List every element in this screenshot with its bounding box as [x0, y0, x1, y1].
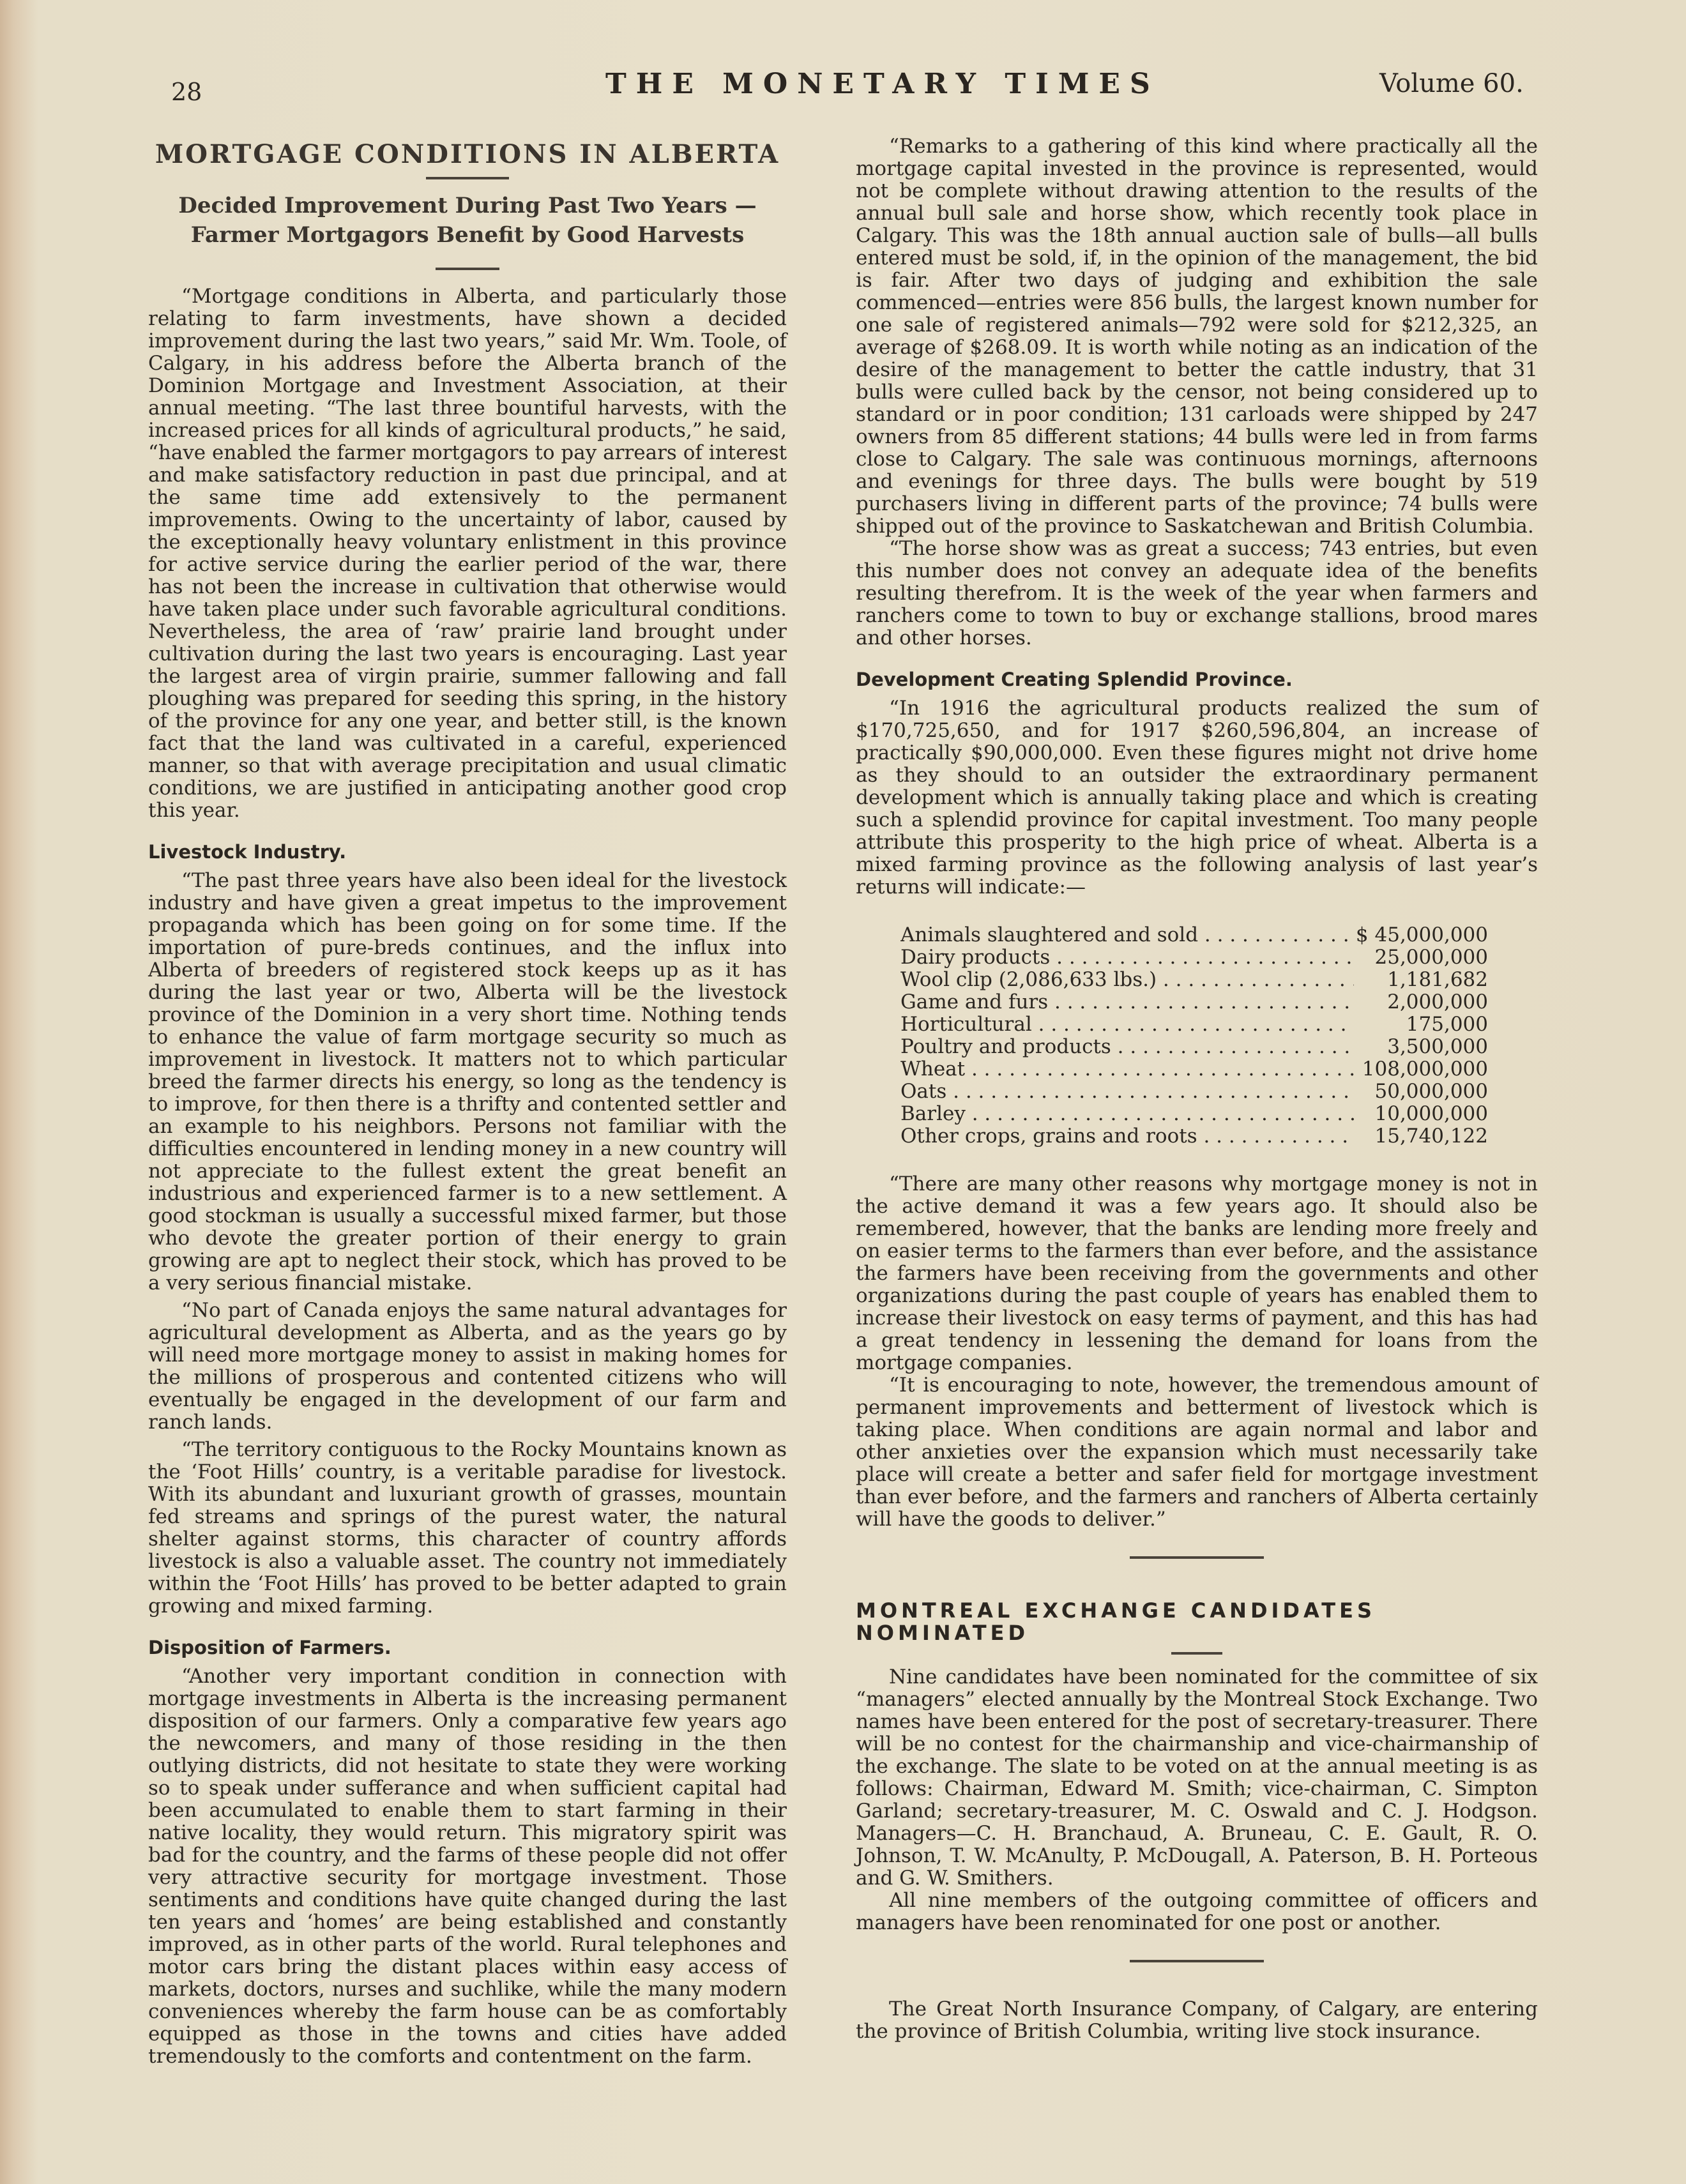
row-label: Oats . . .	[900, 1081, 1354, 1103]
right-column	[856, 135, 1538, 2043]
row-value: 25,000,000	[1374, 946, 1488, 969]
returns-table	[900, 924, 1488, 1148]
paragraph: “No part of Canada enjoys the same natural advantages for agricultural development as Alberta, and as the years go by will need more mortgage money to assist in making homes for the millions of prosperous and contented citizens who will eventually be engaged in the development of our farm and ranch lands.	[148, 1299, 787, 1434]
page-number: 28	[171, 78, 202, 106]
paragraph: Nine candidates have been nominated for the committee of six “managers” elected annually by the Montreal Stock Exchange. Two names have been entered for the post of secretary-treasurer. There will be no contest for the chairmanship and vice-chairmanship of the exchange. The slate to be voted on at the annual meeting is as follows: Chairman, Edward M. Smith; vice-chairman, C. Simpton Garland; secretary-treasurer, M. C. Oswald and C. J. Hodgson. Managers—C. H. Branchaud, A. Bruneau, C. E. Gault, R. O. Johnson, T. W. McAnulty, P. McDougall, A. Paterson, B. H. Porteous and G. W. Smithers.	[856, 1665, 1538, 1890]
table-row	[900, 1081, 1488, 1103]
table-row	[900, 1013, 1488, 1036]
table-row	[900, 1103, 1488, 1125]
article-divider	[1130, 1960, 1264, 1962]
paragraph: “Mortgage conditions in Alberta, and particularly those relating to farm investments, have shown a decided improvement during the last two years,” said Mr. Wm. Toole, of Calgary, in his address before the Alberta branch of the Dominion Mortgage and Investment Association, at their annual meeting. “The last three bountiful harvests, with the increased prices for all kinds of agricultural products,” he said, “have enabled the farmer mortgagors to pay arrears of interest and make satisfactory reduction in past due principal, and at the same time add extensively to the permanent improvements. Owing to the uncertainty of labor, caused by the exceptionally heavy voluntary enlistment in this province for active service during the earlier period of the war, there has not been the increase in cultivation that otherwise would have taken place under such favorable agricultural conditions. Nevertheless, the area of ‘raw’ prairie land brought under cultivation during the last two years is encouraging. Last year the largest area of virgin prairie, summer fallowing and fall ploughing was prepared for seeding this spring, in the history of the province for any one year, and better still, is the known fact that the land was cultivated in a careful, experienced manner, so that with average precipitation and usual climatic conditions, we are justified in anticipating another good crop this year.	[148, 285, 787, 822]
left-column	[148, 135, 787, 2068]
table-row	[900, 969, 1488, 991]
row-value: 10,000,000	[1374, 1102, 1488, 1125]
table-row	[900, 946, 1488, 969]
row-label: Other crops, grains and roots . . .	[900, 1125, 1354, 1148]
row-value: 108,000,000	[1362, 1058, 1488, 1081]
article-divider	[1130, 1556, 1264, 1559]
row-label: Animals slaughtered and sold . . .	[900, 924, 1354, 946]
row-value: 175,000	[1406, 1013, 1488, 1036]
volume-label: Volume 60.	[1379, 69, 1524, 98]
row-value: 2,000,000	[1387, 990, 1488, 1013]
row-value: 50,000,000	[1374, 1080, 1488, 1103]
masthead: THE MONETARY TIMES	[605, 68, 1160, 100]
table-row	[900, 991, 1488, 1013]
row-label: Barley . . .	[900, 1103, 1354, 1125]
article-subtitle: Decided Improvement During Past Two Years — Farmer Mortgagors Benefit by Good Harvests	[178, 193, 757, 248]
row-value: 1,181,682	[1387, 968, 1488, 991]
paragraph: “The horse show was as great a success; 743 entries, but even this number does not convey an adequate idea of the benefits resulting therefrom. It is the week of the year when farmers and ranchers come to town to buy or exchange stallions, brood mares and other horses.	[856, 537, 1538, 649]
title-rule	[1171, 1652, 1222, 1655]
paragraph: “In 1916 the agricultural products realized the sum of $170,725,650, and for 1917 $260,596,804, an increase of practically $90,000,000. Even these figures might not drive home as they should to an outsider the extraordinary permanent development which is annually taking place and which is creating such a splendid province for capital investment. Too many people attribute this prosperity to the high price of wheat. Alberta is a mixed farming province as the following analysis of last year’s returns will indicate:—	[856, 697, 1538, 899]
paragraph: The Great North Insurance Company, of Calgary, are entering the province of British Columbia, writing live stock insurance.	[856, 1998, 1538, 2043]
paragraph: “Remarks to a gathering of this kind where practically all the mortgage capital invested in the province is represented, would not be complete without drawing attention to the results of the annual bull sale and horse show, which recently took place in Calgary. This was the 18th annual auction sale of bulls—all bulls entered must be sold, if, in the opinion of the management, the bid is fair. After two days of judging and exhibition the sale commenced—entries were 856 bulls, the largest known number for one sale of registered animals—792 were sold for $212,325, an average of $268.09. It is worth while noting as an indication of the desire of the management to better the cattle industry, that 31 bulls were culled back by the censor, not being considered up to standard or in poor condition; 131 carloads were shipped by 247 owners from 85 different stations; 44 bulls were led in from farms close to Calgary. The sale was continuous mornings, afternoons and evenings for three days. The bulls were bought by 519 purchasers living in different parts of the province; 74 bulls were shipped out of the province to Saskatchewan and British Columbia.	[856, 135, 1538, 538]
table-row	[900, 1058, 1488, 1081]
paragraph: “It is encouraging to note, however, the tremendous amount of permanent improvements and betterment of livestock which is taking place. When conditions are again normal and labor and other anxieties over the expansion which must necessarily take place will create a better and safer field for mortgage investment than ever before, and the farmers and ranchers of Alberta certainly will have the goods to deliver.”	[856, 1374, 1538, 1531]
table-row	[900, 924, 1488, 946]
section-heading: Livestock Industry.	[148, 841, 347, 863]
table-row	[900, 1125, 1488, 1148]
table-row	[900, 1036, 1488, 1058]
paragraph: All nine members of the outgoing committee of officers and managers have been renominated for one post or another.	[856, 1889, 1538, 1934]
row-value: 15,740,122	[1374, 1125, 1488, 1148]
page-header	[0, 66, 1686, 111]
row-value: $ 45,000,000	[1355, 923, 1488, 946]
row-label: Game and furs . . .	[900, 991, 1354, 1013]
row-label: Poultry and products . . .	[900, 1036, 1354, 1058]
title-rule	[426, 177, 509, 179]
paragraph: “There are many other reasons why mortgage money is not in the active demand it was a few years ago. It should also be remembered, however, that the banks are lending more freely and on easier terms to the farmers than ever before, and the assistance the farmers have been receiving from the governments and other organizations during the past couple of years has enabled them to increase their livestock on easy terms of payment, and this has had a great tendency in lessening the demand for loans from the mortgage companies.	[856, 1172, 1538, 1374]
paragraph: “The past three years have also been ideal for the livestock industry and have given a great impetus to the improvement propaganda which has been going on for some time. If the importation of pure-breds continues, and the influx into Alberta of breeders of registered stock keeps up as it has during the last year or two, Alberta will be the livestock province of the Dominion in a very short time. Nothing tends to enhance the value of farm mortgage security so much as improvement in livestock. It matters not to which particular breed the farmer directs his energy, so long as the tendency is to improve, for then there is a thrifty and contented settler and an example to his neighbors. Persons not familiar with the difficulties encountered in lending money in a new country will not appreciate to the fullest extent the great benefit an industrious and experienced farmer is to a new settlement. A good stockman is usually a successful mixed farmer, but those who devote the greater portion of their energy to grain growing are apt to neglect their stock, which has proved to be a very serious financial mistake.	[148, 869, 787, 1294]
row-label: Horticultural . . .	[900, 1013, 1354, 1036]
subtitle-rule	[436, 268, 499, 270]
paragraph: “The territory contiguous to the Rocky Mountains known as the ‘Foot Hills’ country, is a veritable paradise for livestock. With its abundant and luxuriant growth of grasses, mountain fed streams and springs of the purest water, the natural shelter against storms, this character of country affords livestock is also a valuable asset. The country not immediately within the ‘Foot Hills’ has proved to be better adapted to grain growing and mixed farming.	[148, 1438, 787, 1618]
row-label: Wool clip (2,086,633 lbs.) . . .	[900, 969, 1354, 991]
section-heading: Disposition of Farmers.	[148, 1637, 391, 1658]
row-value: 3,500,000	[1387, 1035, 1488, 1058]
article-title: MORTGAGE CONDITIONS IN ALBERTA	[155, 139, 780, 169]
article-title: MONTREAL EXCHANGE CANDIDATES NOMINATED	[856, 1598, 1376, 1645]
section-heading: Development Creating Splendid Province.	[856, 669, 1293, 690]
paragraph: “Another very important condition in connection with mortgage investments in Alberta is the increasing permanent disposition of our farmers. Only a comparative few years ago the newcomers, and many of those residing in the then outlying districts, did not hesitate to state they were working so to speak under sufferance and when sufficient capital had been accumulated to enable them to start farming in their native locality, they would return. This migratory spirit was bad for the country, and the farms of these people did not offer very attractive security for mortgage investment. Those sentiments and conditions have quite changed during the last ten years and ‘homes’ are being established and constantly improved, as in other parts of the world. Rural telephones and motor cars bring the distant places within easy access of markets, doctors, nurses and suchlike, while the many modern conveniences whereby the farm house can be as comfortably equipped as those in the towns and cities have added tremendously to the comforts and contentment on the farm.	[148, 1665, 787, 2068]
row-label: Dairy products . . .	[900, 946, 1354, 969]
row-label: Wheat . . .	[900, 1058, 1354, 1081]
